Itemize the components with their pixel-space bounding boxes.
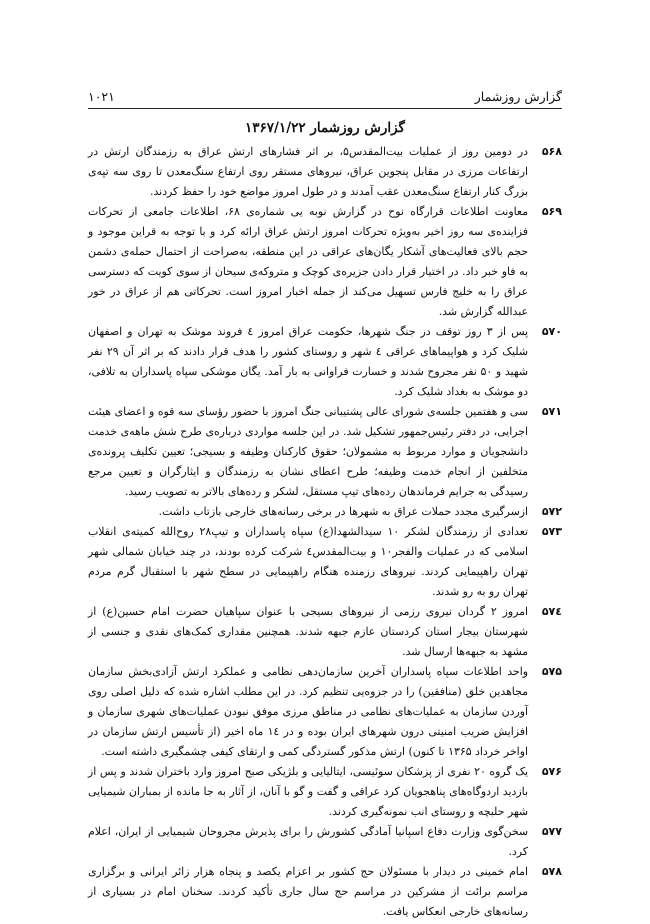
- entry-570: [88, 322, 562, 402]
- entry-text: امروز ۲ گردان نیروی رزمی از نیروهای بسیجی با عنوان سپاهیان حضرت امام حسین(ع) از شهرستان بیجار استان کردستان عازم جبهه شدند. همچنین مقداری کمک‌های نقدی و جنسی از مشهد به جبهه‌ها ارسال شد.: [88, 605, 528, 658]
- entry-text: یک گروه ۲۰ نفری از پزشکان سوئیسی، ایتالیایی و بلژیکی صبح امروز وارد باختران شدند و پس از بازدید اردوگاه‌های پناهجویان کرد عراقی و گفت و گو با آنان، از آثار به جا مانده از بمباران شیمیایی شهر حلبچه و روستای انب نمونه‌گیری کردند.: [88, 765, 528, 818]
- entry-text: در دومین روز از عملیات بیت‌المقدس۵، بر اثر فشارهای ارتش عراق به رزمندگان ارتش در ارتفاعات مرزی در مقابل پنجوین عراق، نیروهای مستقر روی ارتفاع سنگ‌معدن تا روی سه تپه‌ی بزرگ کنار ارتفاع سنگ‌معدن عقب آمدند و در طول امروز مواضع خود را حفظ کردند.: [88, 145, 528, 198]
- entry-number: ۵۶۹: [541, 205, 562, 218]
- entry-number: ۵۷۱: [541, 405, 562, 418]
- entry-576: [88, 762, 562, 822]
- entry-text: امام خمینی در دیدار با مسئولان حج کشور بر اعزام یکصد و پنجاه هزار زائر ایرانی و برگزاری مراسم برائت از مشرکین در مراسم حج سال جاری تأکید کردند. سخنان امام در بسیاری از رسانه‌های خارجی انعکاس یافت.: [88, 865, 528, 918]
- entry-number: ۵۶۸: [541, 145, 562, 158]
- entry-text: پس از ۳ روز توقف در جنگ شهرها، حکومت عراق امروز ٤ فروند موشک به تهران و اصفهان شلیک کرد و هواپیماهای عراقی ٤ شهر و روستای کشور را هدف قرار دادند که بر اثر آن ۲۹ نفر شهید و ۵۰ نفر مجروح شدند و خسارت فراوانی به بار آمد. یگان موشکی سپاه پاسداران به تلافی، دو موشک به بغداد شلیک کرد.: [88, 325, 529, 398]
- report-title: گزارش روزشمار ۱۳۶۷/۱/۲۲: [245, 120, 405, 136]
- entry-text: سخن‌گوی وزارت دفاع اسپانیا آمادگی کشورش را برای پذیرش مجروحان شیمیایی از ایران، اعلام کرد.: [88, 825, 528, 858]
- entry-574: [88, 602, 562, 662]
- entry-number: ۵۷۷: [541, 825, 562, 838]
- entry-568: [88, 142, 562, 202]
- entries-list: [88, 142, 562, 922]
- entry-text: تعدادی از رزمندگان لشکر ۱۰ سیدالشهدا(ع) سپاه پاسداران و تیپ۲۸ روح‌الله کمیته‌ی انقلاب اسلامی که در عملیات والفجر۱۰ و بیت‌المقدس٤ شرکت کرده بودند، در چند خیابان شمالی شهر تهران راهپیمایی کردند. نیروهای رزمنده هنگام راهپیمایی در سطح شهر با استقبال گرم مردم تهران رو به رو شدند.: [88, 525, 529, 598]
- entry-text: واحد اطلاعات سپاه پاسداران آخرین سازمان‌دهی نظامی و عملکرد ارتش آزادی‌بخش سازمان مجاهدین خلق (منافقین) را در جزوه‌یی تنظیم کرد. در این مطلب اشاره شده که دلیل اصلی روی آوردن سازمان به عملیات‌های نظامی در مناطق مرزی موفق نبودن عملیات‌های شهری سازمان و افزایش ضریب امنیتی درون شهرهای ایران بوده و در ۱٤ ماه اخیر (از تأسیس ارتش سازمان در اواخر خرداد ۱۳۶۵ تا کنون) ارتش مذکور گستردگی کمی و ارتقای کیفی چشمگیری داشته است.: [88, 665, 528, 758]
- entry-text: ازسرگیری مجدد حملات عراق به شهرها در برخی رسانه‌های خارجی بازتاب داشت.: [158, 505, 528, 518]
- entry-569: [88, 202, 562, 322]
- entry-number: ۵۷۳: [541, 525, 562, 538]
- entry-571: [88, 402, 562, 502]
- entry-572: [88, 502, 562, 522]
- entry-number: ۵۷۸: [541, 865, 562, 878]
- entry-575: [88, 662, 562, 762]
- entry-number: ۵۷۲: [541, 505, 562, 518]
- entry-578: [88, 862, 562, 922]
- entry-text: سی و هفتمین جلسه‌ی شورای عالی پشتیبانی جنگ امروز با حضور رؤسای سه قوه و اعضای هیئت اجرایی، در دفتر رئیس‌جمهور تشکیل شد. در این جلسه مواردی درباره‌ی طرح شش ماهه‌ی خدمت دانشجویان و موارد مربوط به مشمولان؛ حقوق کارکنان وظیفه و بسیجی؛ تعیین تکلیف پرونده‌ی متخلفین از انجام خدمت وظیفه؛ طرح اعطای نشان به رزمندگان و ایثارگران و تعیین مرجع رسیدگی به جرایم فرماندهان رده‌های تیپ مستقل، لشکر و رده‌های بالاتر به تصویب رسید.: [88, 405, 528, 498]
- entry-577: [88, 822, 562, 862]
- running-title: گزارش روزشمار: [474, 89, 562, 104]
- entry-573: [88, 522, 562, 602]
- page-header: [88, 80, 562, 109]
- entry-number: ۵۷۶: [541, 765, 562, 778]
- page-number: ۱۰۲۱: [88, 89, 115, 104]
- entry-text: معاونت اطلاعات قرارگاه نوح در گزارش نوبه یی شماره‌ی ۶۸، اطلاعات جامعی از تحرکات فزاینده‌ی سه روز اخیر به‌ویژه تحرکات امروز ارتش عراق ارائه کرد و با توجه به قراین موجود و حجم بالای فعالیت‌های آشکار یگان‌های عراقی در این منطقه، به‌صراحت از احتمال حمله‌ی دشمن به فاو خبر داد. در اختیار قرار دادن جزیره‌ی کوچک و متروکه‌ی سیحان از سوی کویت که دسترسی عراق را به خلیج فارس تسهیل می‌کند از جمله اخبار امروز است. تحرکاتی هم از عراق در خور عبدالله گزارش شد.: [88, 205, 529, 318]
- entry-number: ۵۷۰: [541, 325, 562, 338]
- entry-number: ۵۷۵: [541, 665, 562, 678]
- entry-number: ۵۷٤: [541, 605, 562, 618]
